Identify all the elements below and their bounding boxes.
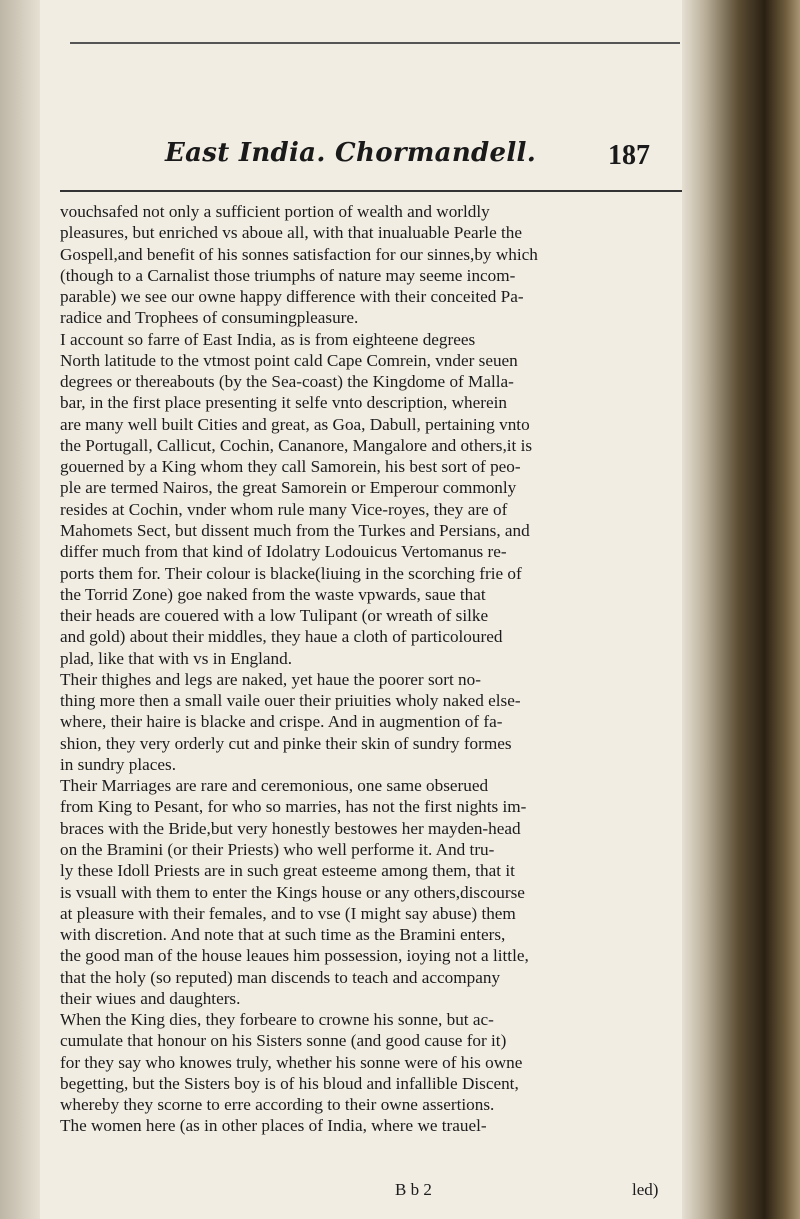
text-line: The women here (as in other places of India, where we trauel- (60, 1116, 487, 1136)
text-line: resides at Cochin, vnder whom rule many Vice-royes, they are of (60, 499, 508, 519)
top-edge-rule (70, 42, 680, 44)
text-line: ports them for. Their colour is blacke(liuing in the scorching frie of (60, 563, 522, 583)
body-text (60, 201, 682, 1137)
text-line: ly these Idoll Priests are in such great esteeme among them, that it (60, 861, 515, 881)
page-number: 187 (608, 140, 650, 171)
text-line: at pleasure with their females, and to vse (I might say abuse) them (60, 903, 516, 923)
left-margin-shadow (0, 0, 40, 1219)
text-line: cumulate that honour on his Sisters sonne (and good cause for it) (60, 1031, 507, 1051)
text-line: the Torrid Zone) goe naked from the waste vpwards, saue that (60, 584, 486, 604)
text-line: When the King dies, they forbeare to crowne his sonne, but ac- (60, 1010, 494, 1030)
text-line: with discretion. And note that at such time as the Bramini enters, (60, 925, 506, 945)
text-line: Mahomets Sect, but dissent much from the Turkes and Persians, and (60, 520, 530, 540)
text-line: thing more then a small vaile ouer their priuities wholy naked else- (60, 691, 521, 711)
running-head: East India. Chormandell. (165, 138, 537, 168)
text-line: the good man of the house leaues him possession, ioying not a little, (60, 946, 529, 966)
catchword: led) (632, 1180, 659, 1199)
text-line: that the holy (so reputed) man discends to teach and accompany (60, 967, 501, 987)
text-line: begetting, but the Sisters boy is of his bloud and infallible Discent, (60, 1073, 519, 1093)
text-line: degrees or thereabouts (by the Sea-coast) the Kingdome of Malla- (60, 372, 514, 392)
text-line: whereby they scorne to erre according to their owne assertions. (60, 1095, 495, 1115)
text-line: vouchsafed not only a sufficient portion of wealth and worldly (60, 202, 490, 221)
text-line: Gospell,and benefit of his sonnes satisfaction for our sinnes,by which (60, 244, 538, 264)
text-line: Their thighes and legs are naked, yet haue the poorer sort no- (60, 669, 481, 689)
text-line: from King to Pesant, for who so marries, has not the first nights im- (60, 797, 527, 817)
text-line: North latitude to the vtmost point cald Cape Comrein, vnder seuen (60, 350, 518, 370)
text-line: parable) we see our owne happy difference with their conceited Pa- (60, 287, 524, 307)
text-line: ple are termed Nairos, the great Samorein or Emperour commonly (60, 478, 517, 498)
signature-mark: B b 2 (395, 1180, 432, 1199)
text-line: Their Marriages are rare and ceremonious, one same obserued (60, 776, 489, 796)
text-line: pleasures, but enriched vs aboue all, with that inualuable Pearle the (60, 223, 522, 243)
text-line: are many well built Cities and great, as Goa, Dabull, pertaining vnto (60, 414, 530, 434)
text-line: gouerned by a King whom they call Samorein, his best sort of peo- (60, 457, 521, 477)
text-line: their wiues and daughters. (60, 988, 241, 1008)
text-line: bar, in the first place presenting it selfe vnto description, wherein (60, 393, 508, 413)
text-line: and gold) about their middles, they haue a cloth of particoloured (60, 627, 503, 647)
text-line: where, their haire is blacke and crispe. And in augmention of fa- (60, 712, 503, 732)
text-line: differ much from that kind of Idolatry Lodouicus Vertomanus re- (60, 542, 507, 562)
text-line: on the Bramini (or their Priests) who well performe it. And tru- (60, 839, 495, 859)
text-line: their heads are couered with a low Tulipant (or wreath of silke (60, 606, 489, 626)
header-rule (60, 190, 682, 192)
text-line: plad, like that with vs in England. (60, 648, 292, 668)
text-line: is vsuall with them to enter the Kings house or any others,discourse (60, 882, 525, 902)
text-line: (though to a Carnalist those triumphs of nature may seeme incom- (60, 265, 516, 285)
text-line: shion, they very orderly cut and pinke their skin of sundry formes (60, 733, 512, 753)
text-line: braces with the Bride,but very honestly bestowes her mayden-head (60, 818, 521, 838)
text-line: the Portugall, Callicut, Cochin, Cananore, Mangalore and others,it is (60, 435, 533, 455)
text-line: in sundry places. (60, 754, 176, 774)
book-binding-edge (682, 0, 800, 1219)
text-line: for they say who knowes truly, whether his sonne were of his owne (60, 1052, 523, 1072)
text-line: I account so farre of East India, as is from eighteene degrees (60, 329, 476, 349)
text-line: radice and Trophees of consumingpleasure. (60, 308, 359, 328)
